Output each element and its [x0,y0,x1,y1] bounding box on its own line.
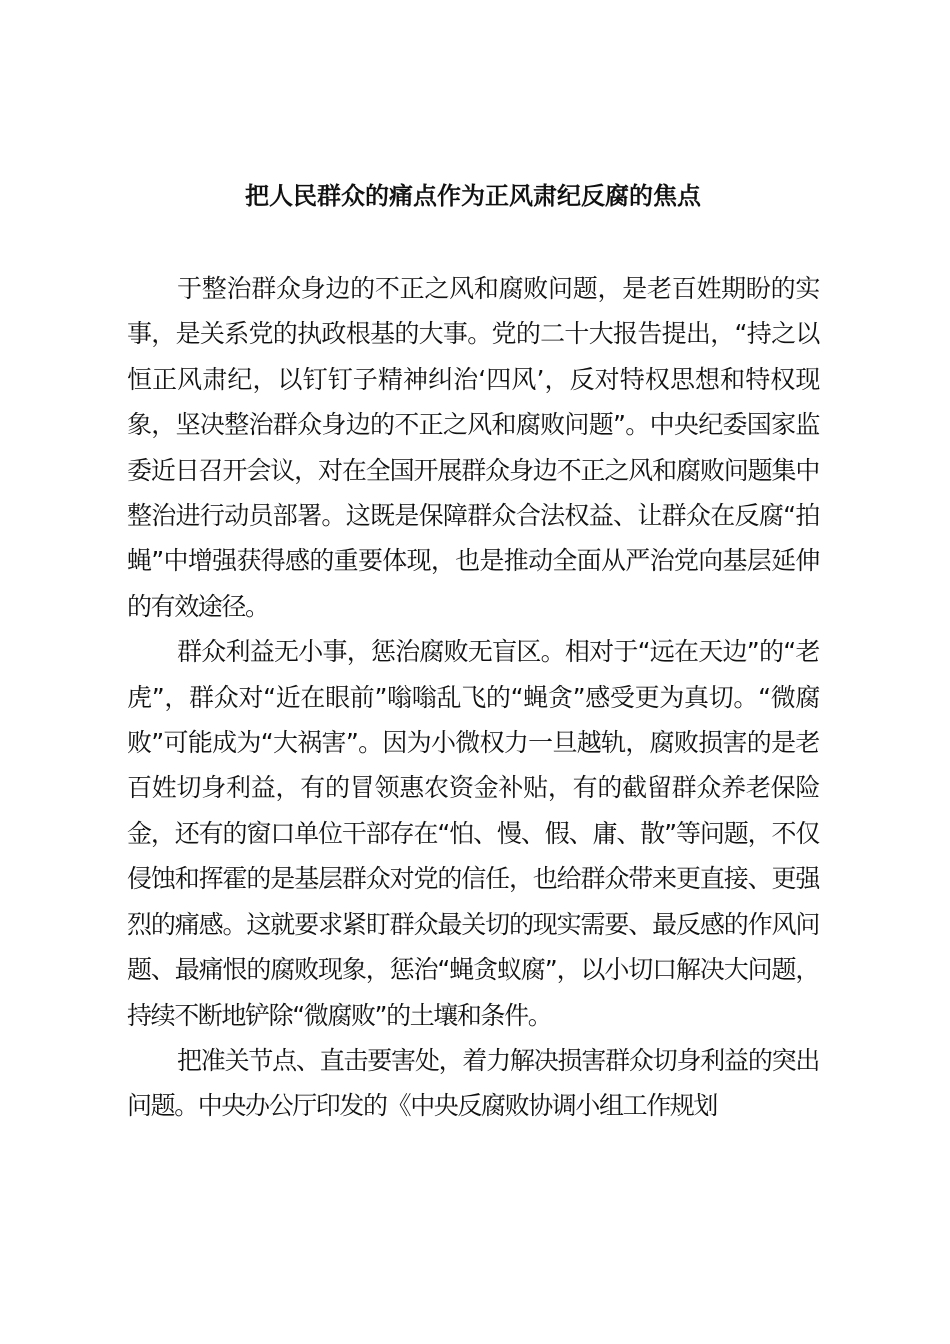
document-title: 把人民群众的痛点作为正风肃纪反腐的焦点 [245,182,701,210]
paragraph-1: 于整治群众身边的不正之风和腐败问题，是老百姓期盼的实事，是关系党的执政根基的大事。党的二十大报告提出，“持之以恒正风肃纪，以钉钉子精神纠治‘四风’，反对特权思想和特权现象，坚决整治群众身边的不正之风和腐败问题”。中央纪委国家监委近日召开会议，对在全国开展群众身边不正之风和腐败问题集中整治进行动员部署。这既是保障群众合法权益、让群众在反腐“拍蝇”中增强获得感的重要体现，也是推动全面从严治党向基层延伸的有效途径。 [127,274,819,621]
paragraph-2: 群众利益无小事，惩治腐败无盲区。相对于“远在天边”的“老虎”，群众对“近在眼前”嗡嗡乱飞的“蝇贪”感受更为真切。“微腐败”可能成为“大祸害”。因为小微权力一旦越轨，腐败损害的是老百姓切身利益，有的冒领惠农资金补贴，有的截留群众养老保险金，还有的窗口单位干部存在“怕、慢、假、庸、散”等问题，不仅侵蚀和挥霍的是基层群众对党的信任，也给群众带来更直接、更强烈的痛感。这就要求紧盯群众最关切的现实需要、最反感的作风问题、最痛恨的腐败现象，惩治“蝇贪蚁腐”，以小切口解决大问题，持续不断地铲除“微腐败”的土壤和条件。 [127,637,819,1030]
paragraph-3: 把准关节点、直击要害处，着力解决损害群众切身利益的突出问题。中央办公厅印发的《中央反腐败协调小组工作规划 [127,1045,819,1121]
document-body [127,266,819,1129]
